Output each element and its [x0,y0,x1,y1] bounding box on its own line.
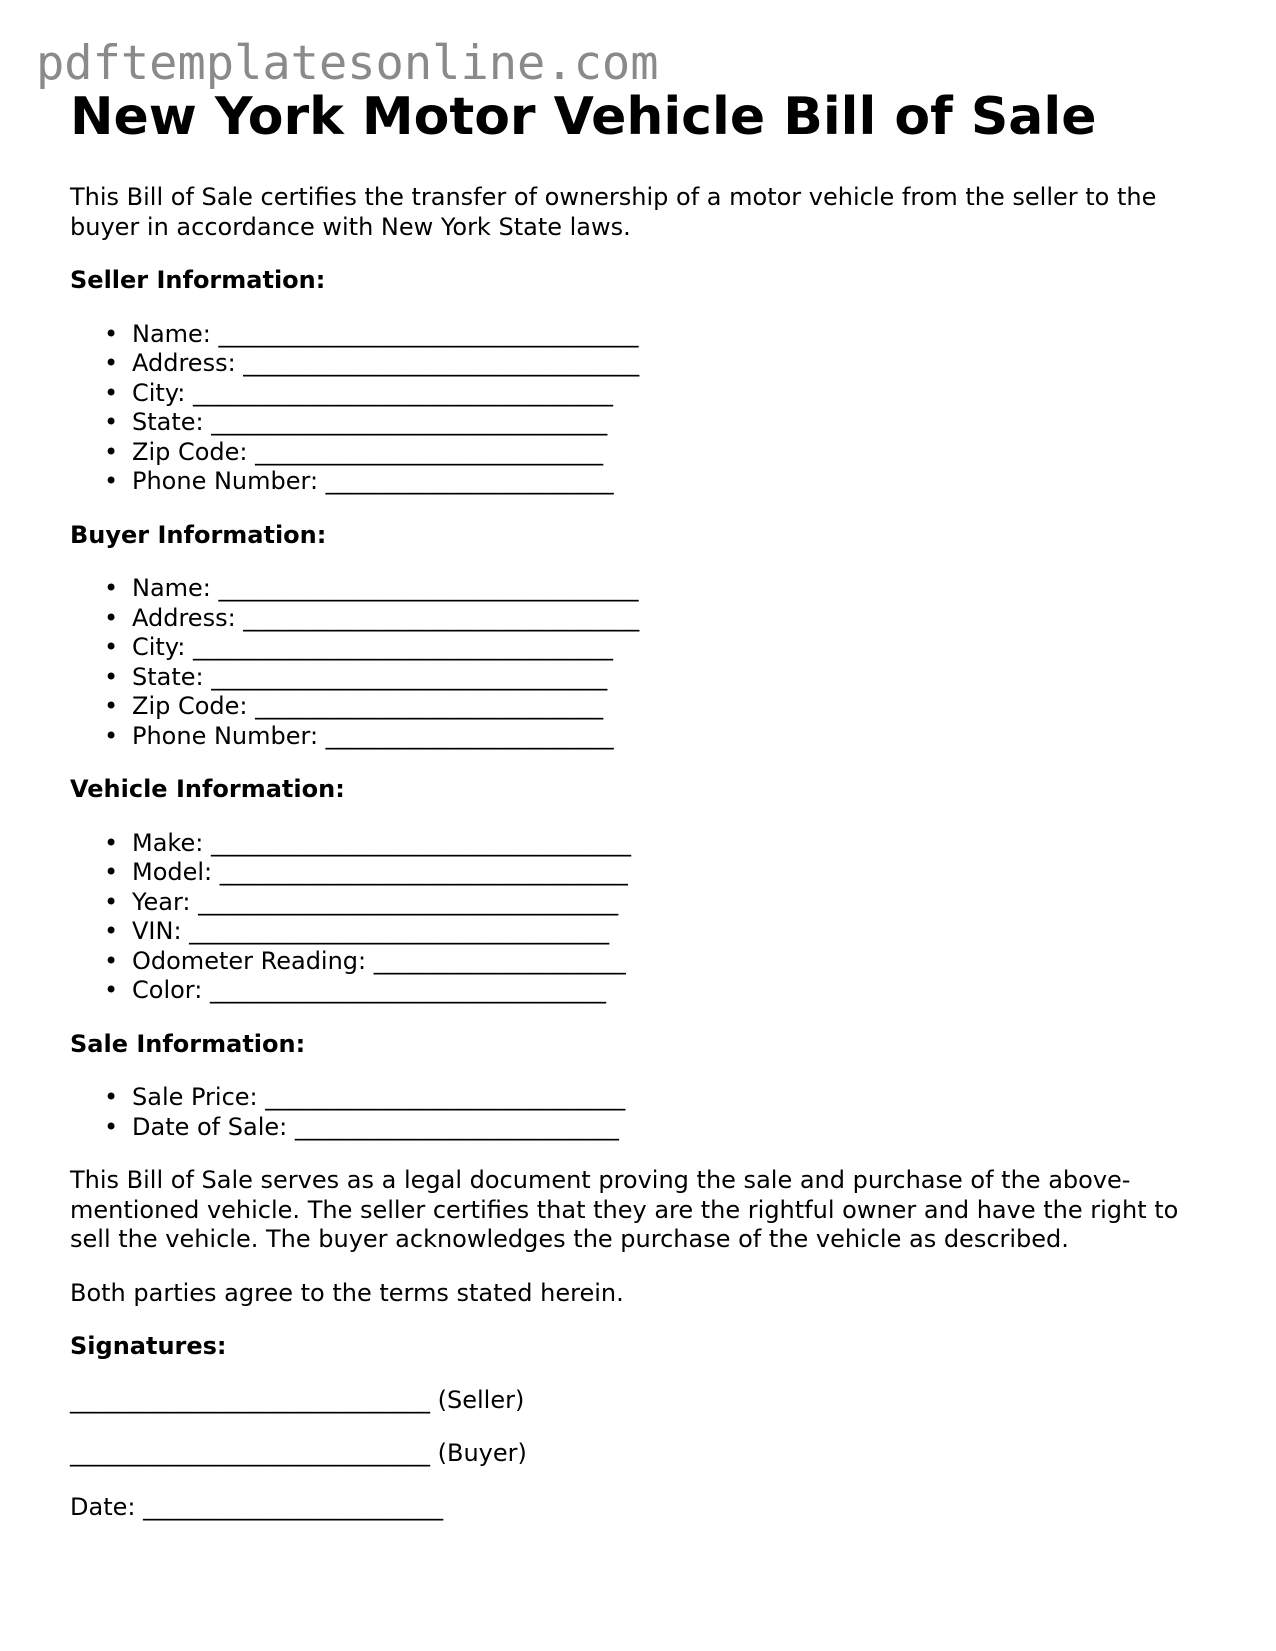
agreement-statement: Both parties agree to the terms stated herein. [70,1278,624,1307]
bullet: • [104,692,119,720]
field-label: Name: ___________________________________ [132,319,639,348]
buyer-phone-field[interactable] [70,722,1210,752]
bullet: • [104,1083,119,1111]
field-label: Make: ___________________________________ [132,828,631,857]
field-label: Name: ___________________________________ [132,574,639,602]
field-label: City: ___________________________________ [132,378,614,407]
bullet: • [104,319,119,348]
field-label: State: _________________________________ [132,662,608,691]
sale-price-field[interactable] [70,1083,1210,1113]
bullet: • [104,1112,119,1141]
field-label: Zip Code: _____________________________ [132,437,604,466]
bullet: • [104,887,119,916]
buyer-address-field[interactable] [70,604,1210,634]
buyer-state-field[interactable] [70,663,1210,693]
closing-paragraph: This Bill of Sale serves as a legal document proving the sale and purchase of the above-mentioned vehicle. The seller certifies that they are the rightful owner and have the right to sell the vehicle. The buyer acknowledges the purchase of the vehicle as described. [70,1166,1179,1253]
document-title: New York Motor Vehicle Bill of Sale [70,87,1097,147]
field-label: Model: __________________________________ [132,858,628,886]
seller-zip-field[interactable] [70,438,1210,468]
field-label: VIN: ___________________________________ [132,917,610,945]
buyer-field-list [70,574,1210,751]
bullet: • [104,408,119,436]
field-label: Address: _________________________________ [132,349,640,377]
field-label: City: ___________________________________ [132,633,614,661]
buyer-city-field[interactable] [70,633,1210,663]
bullet: • [104,828,119,857]
bullet: • [104,437,119,466]
vehicle-color-field[interactable] [70,976,1210,1006]
bullet: • [104,467,119,495]
vehicle-vin-field[interactable] [70,917,1210,947]
seller-name-field[interactable] [70,320,1210,350]
buyer-signature-line[interactable]: ______________________________ (Buyer) [70,1439,527,1467]
vehicle-model-field[interactable] [70,858,1210,888]
seller-field-list [70,320,1210,497]
vehicle-odometer-field[interactable] [70,947,1210,977]
buyer-section-heading: Buyer Information: [70,520,327,549]
buyer-name-field[interactable] [70,574,1210,604]
field-label: Phone Number: ________________________ [132,721,614,750]
field-label: Color: _________________________________ [132,976,606,1004]
seller-section-heading: Seller Information: [70,266,326,294]
signature-date-line[interactable]: Date: _________________________ [70,1492,444,1521]
bullet: • [104,603,119,632]
bullet: • [104,662,119,691]
field-label: Year: ___________________________________ [132,887,619,916]
seller-address-field[interactable] [70,349,1210,379]
sale-field-list [70,1083,1210,1142]
seller-city-field[interactable] [70,379,1210,409]
field-label: Phone Number: ________________________ [132,467,614,495]
bullet: • [104,349,119,377]
field-label: Odometer Reading: _____________________ [132,946,626,975]
field-label: State: _________________________________ [132,408,608,436]
field-label: Zip Code: _____________________________ [132,692,604,720]
sale-date-field[interactable] [70,1113,1210,1143]
bullet: • [104,976,119,1004]
field-label: Address: _________________________________ [132,603,640,632]
watermark: pdftemplatesonline.com [36,36,659,91]
document-body [70,183,1210,1546]
seller-phone-field[interactable] [70,467,1210,497]
bullet: • [104,917,119,945]
bullet: • [104,946,119,975]
buyer-zip-field[interactable] [70,692,1210,722]
signatures-heading: Signatures: [70,1332,227,1360]
bullet: • [104,574,119,602]
bullet: • [104,721,119,750]
seller-signature-line[interactable]: ______________________________ (Seller) [70,1385,525,1414]
vehicle-make-field[interactable] [70,829,1210,859]
sale-section-heading: Sale Information: [70,1029,306,1058]
seller-state-field[interactable] [70,408,1210,438]
vehicle-section-heading: Vehicle Information: [70,775,345,803]
field-label: Date of Sale: ___________________________ [132,1112,619,1141]
vehicle-field-list [70,829,1210,1006]
bullet: • [104,858,119,886]
vehicle-year-field[interactable] [70,888,1210,918]
field-label: Sale Price: ______________________________ [132,1083,626,1111]
bullet: • [104,378,119,407]
bullet: • [104,633,119,661]
intro-paragraph: This Bill of Sale certifies the transfer of ownership of a motor vehicle from the seller to the buyer in accordance with New York State laws. [70,183,1157,241]
